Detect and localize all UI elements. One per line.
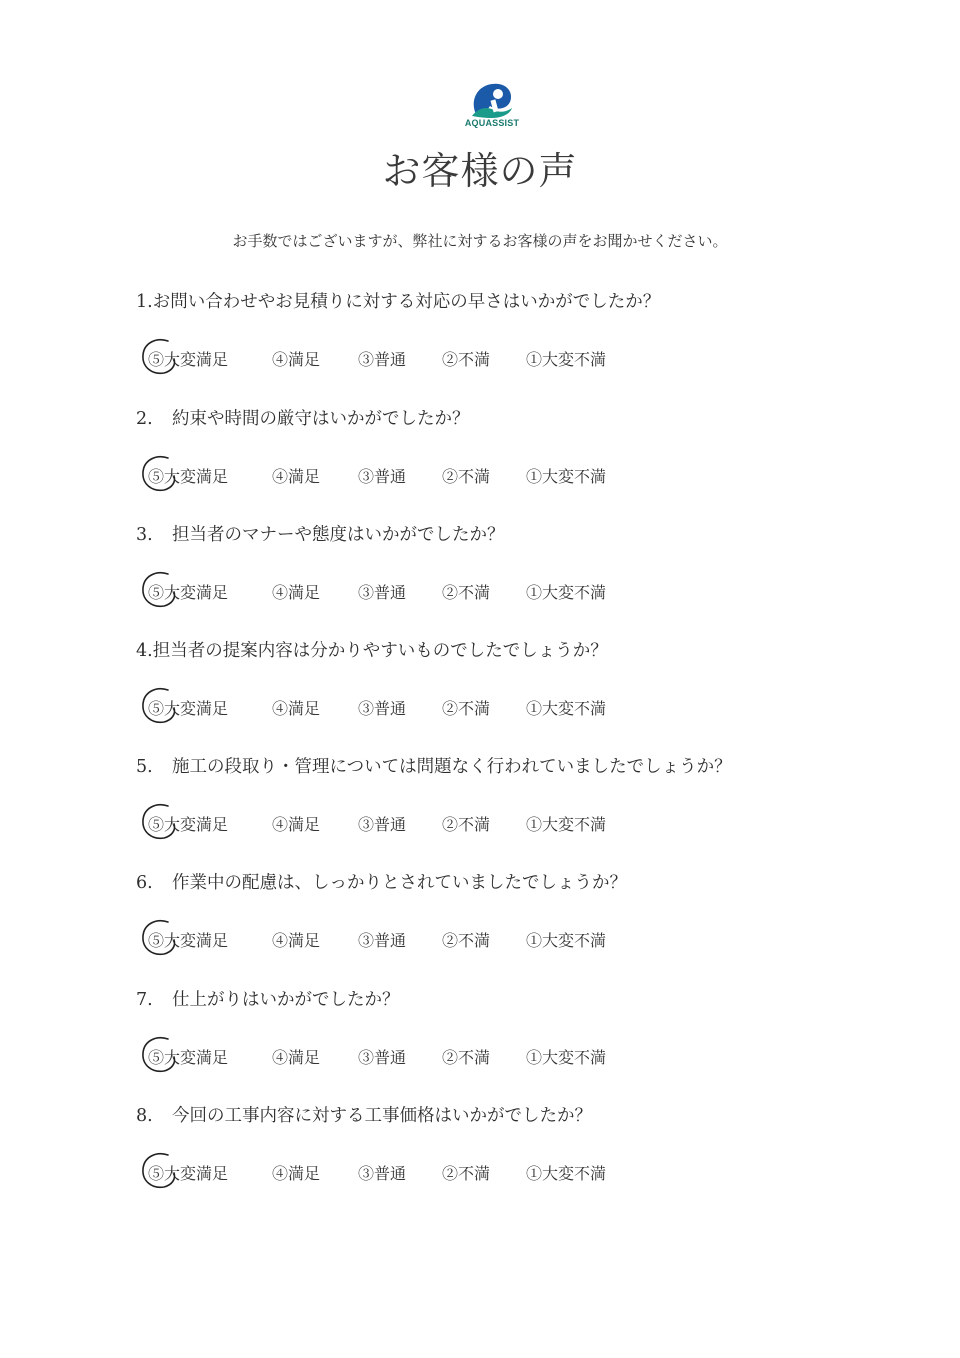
option-5[interactable]: ⑤大変満足 (148, 815, 229, 834)
page-title: お客様の声 (382, 149, 578, 193)
option-3[interactable]: ③普通 (358, 1164, 407, 1183)
option-4[interactable]: ④満足 (272, 1048, 321, 1067)
option-1[interactable]: ①大変不満 (526, 467, 607, 486)
question-8 (136, 1102, 592, 1127)
option-4[interactable]: ④満足 (272, 931, 321, 950)
question-5 (136, 753, 732, 778)
option-2[interactable]: ②不満 (442, 583, 491, 602)
option-2[interactable]: ②不満 (442, 699, 491, 718)
option-3[interactable]: ③普通 (358, 467, 407, 486)
option-1[interactable]: ①大変不満 (526, 815, 607, 834)
question-number: 4. (136, 641, 153, 661)
intro-text: お手数ではございますが、弊社に対するお客様の声をお聞かせください。 (232, 232, 728, 250)
aquassist-logo (456, 80, 528, 132)
question-text: 担当者の提案内容は分かりやすいものでしたでしょうか？ (152, 641, 608, 661)
question-number: 2. (136, 409, 153, 429)
question-text: 仕上がりはいかがでしたか？ (172, 990, 400, 1010)
option-5[interactable]: ⑤大変満足 (148, 931, 229, 950)
question-text: 担当者のマナーや態度はいかがでしたか？ (172, 525, 505, 545)
option-1[interactable]: ①大変不満 (526, 1048, 607, 1067)
option-5[interactable]: ⑤大変満足 (148, 1164, 229, 1183)
question-text: 今回の工事内容に対する工事価格はいかがでしたか？ (172, 1106, 592, 1126)
question-7 (136, 986, 400, 1011)
question-text: 作業中の配慮は、しっかりとされていましたでしょうか？ (172, 873, 627, 893)
question-1 (136, 288, 660, 313)
option-4[interactable]: ④満足 (272, 467, 321, 486)
option-3[interactable]: ③普通 (358, 583, 407, 602)
question-6 (136, 869, 627, 894)
option-2[interactable]: ②不満 (442, 1048, 491, 1067)
option-3[interactable]: ③普通 (358, 1048, 407, 1067)
option-1[interactable]: ①大変不満 (526, 1164, 607, 1183)
question-text: 施工の段取り・管理については問題なく行われていましたでしょうか？ (172, 757, 732, 777)
option-5[interactable]: ⑤大変満足 (148, 583, 229, 602)
question-2 (136, 405, 470, 430)
question-number: 8. (136, 1106, 153, 1126)
option-1[interactable]: ①大変不満 (526, 583, 607, 602)
option-3[interactable]: ③普通 (358, 699, 407, 718)
question-number: 6. (136, 873, 153, 893)
option-5[interactable]: ⑤大変満足 (148, 1048, 229, 1067)
logo-mark-icon (456, 80, 528, 120)
question-text: お問い合わせやお見積りに対する対応の早さはいかがでしたか？ (152, 292, 661, 312)
option-1[interactable]: ①大変不満 (526, 699, 607, 718)
option-4[interactable]: ④満足 (272, 1164, 321, 1183)
option-5[interactable]: ⑤大変満足 (148, 467, 229, 486)
option-1[interactable]: ①大変不満 (526, 350, 607, 369)
option-4[interactable]: ④満足 (272, 350, 321, 369)
question-3 (136, 521, 505, 546)
option-3[interactable]: ③普通 (358, 350, 407, 369)
logo-text: AQUASSIST (464, 118, 520, 128)
option-2[interactable]: ②不満 (442, 815, 491, 834)
option-5[interactable]: ⑤大変満足 (148, 350, 229, 369)
question-number: 7. (136, 990, 153, 1010)
option-4[interactable]: ④満足 (272, 699, 321, 718)
option-2[interactable]: ②不満 (442, 1164, 491, 1183)
question-number: 5. (136, 757, 153, 777)
option-1[interactable]: ①大変不満 (526, 931, 607, 950)
question-number: 1. (136, 292, 153, 312)
option-2[interactable]: ②不満 (442, 467, 491, 486)
question-4 (136, 637, 608, 662)
option-3[interactable]: ③普通 (358, 931, 407, 950)
option-3[interactable]: ③普通 (358, 815, 407, 834)
option-4[interactable]: ④満足 (272, 583, 321, 602)
option-5[interactable]: ⑤大変満足 (148, 699, 229, 718)
option-2[interactable]: ②不満 (442, 931, 491, 950)
option-2[interactable]: ②不満 (442, 350, 491, 369)
question-text: 約束や時間の厳守はいかがでしたか？ (172, 409, 470, 429)
question-number: 3. (136, 525, 153, 545)
option-4[interactable]: ④満足 (272, 815, 321, 834)
